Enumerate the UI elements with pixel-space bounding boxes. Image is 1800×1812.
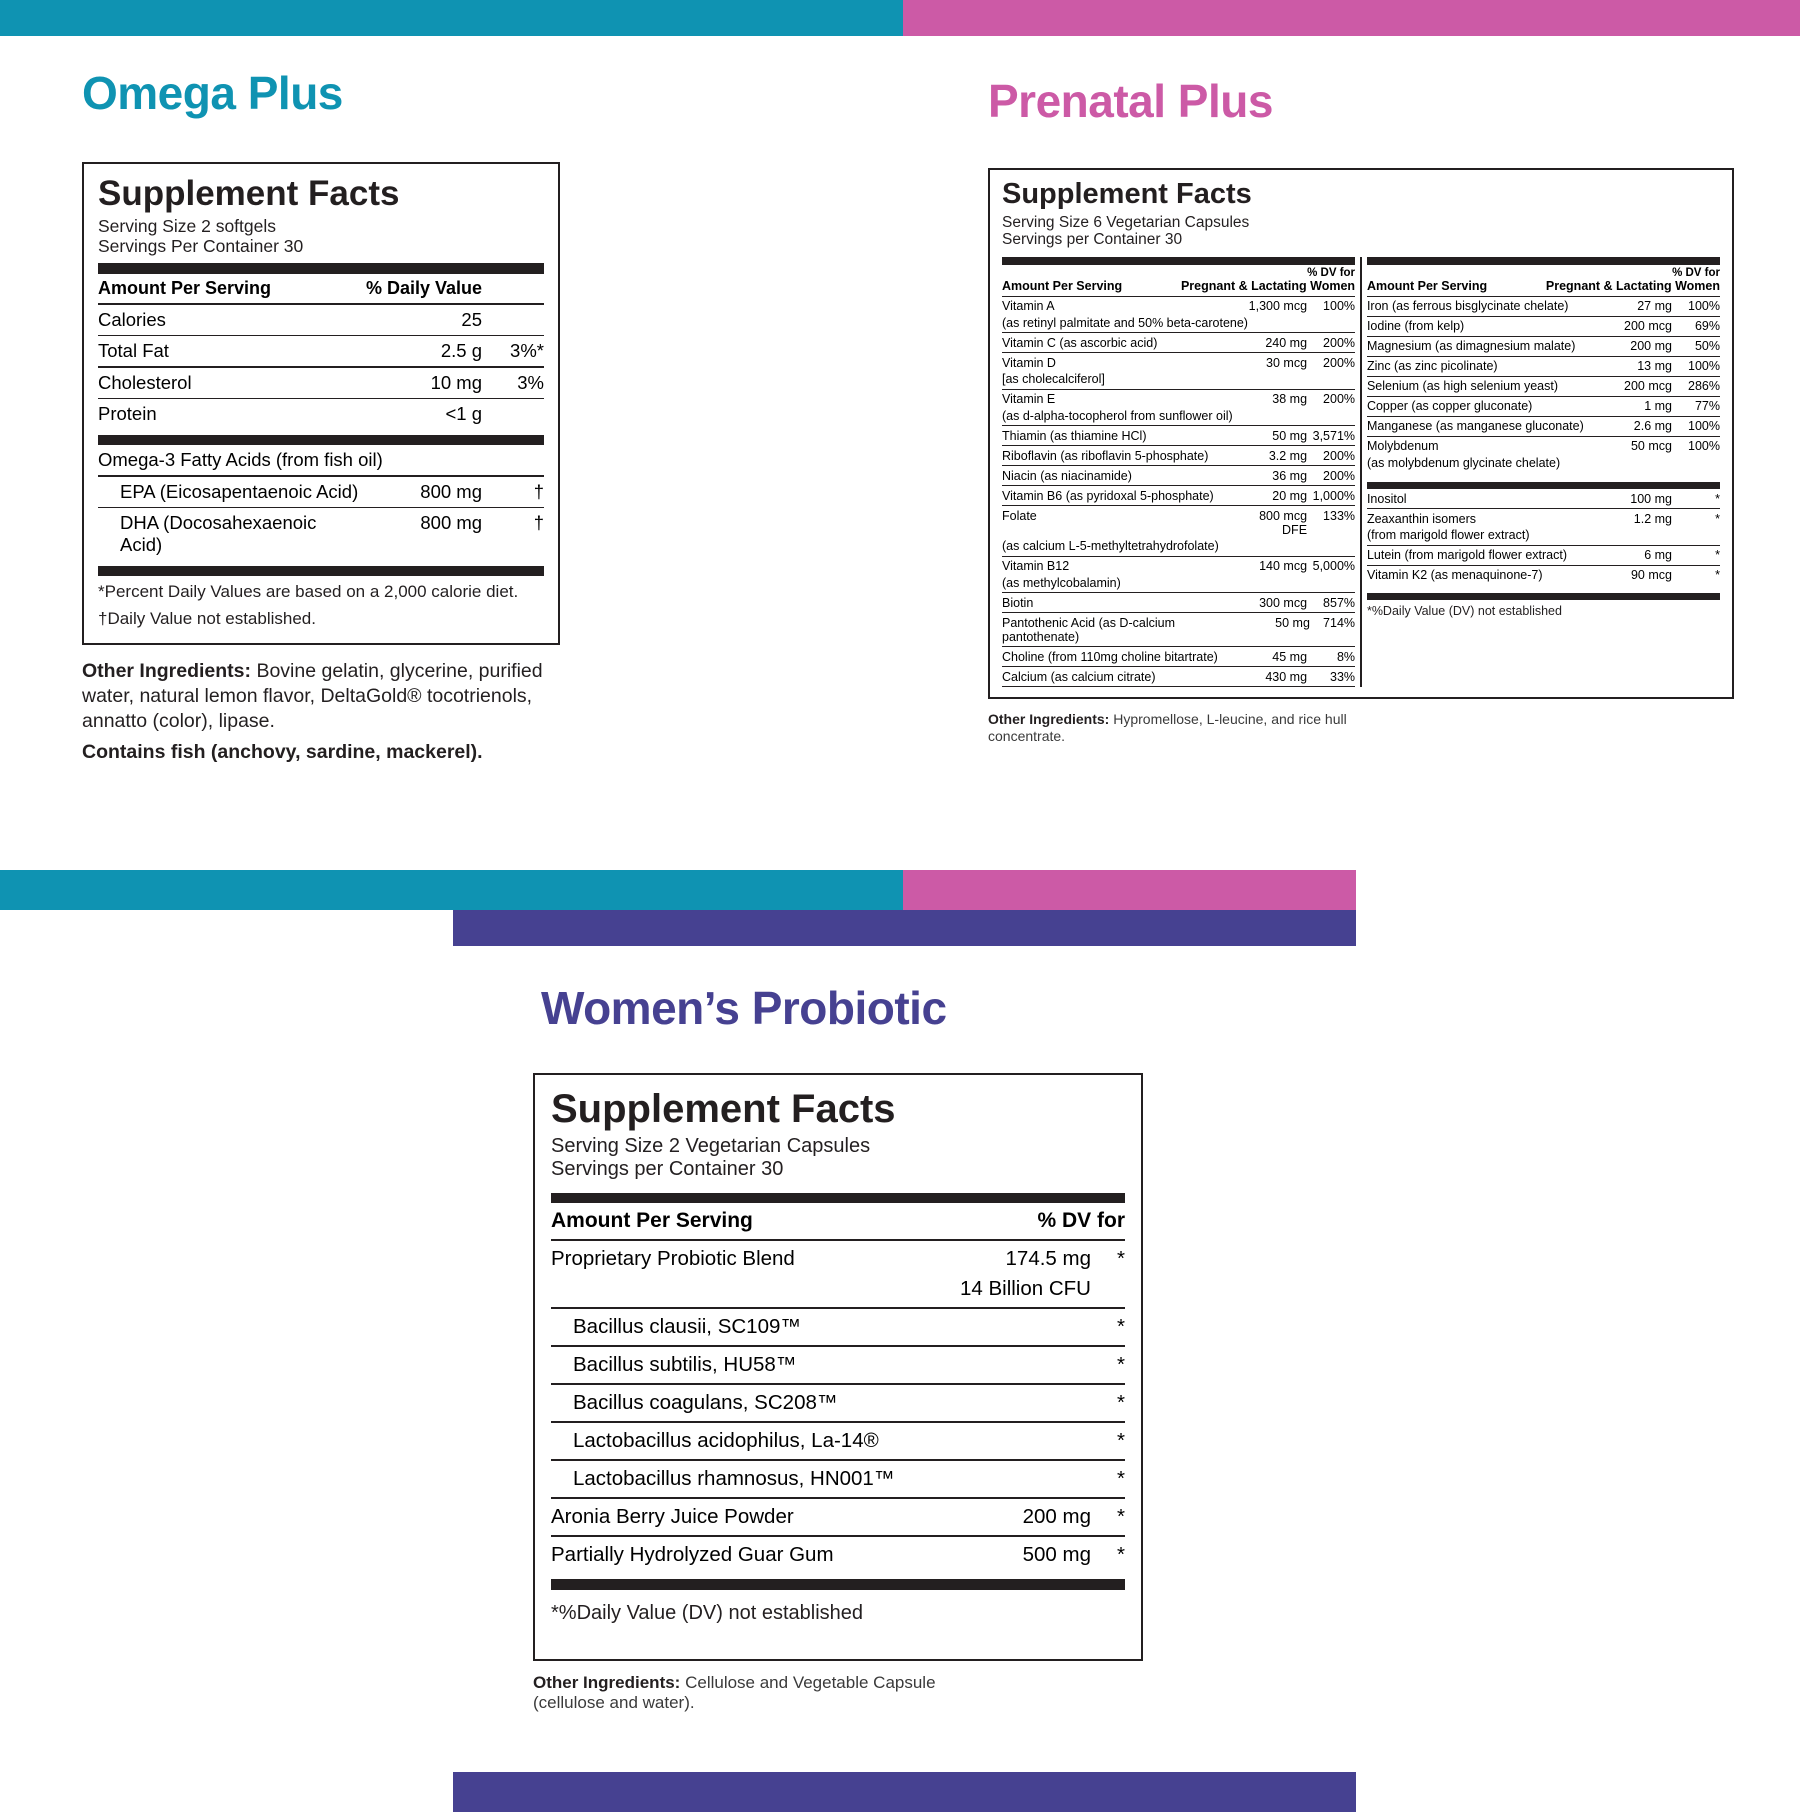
table-header-row: [1002, 279, 1355, 296]
nutrient-name: Vitamin A: [1002, 299, 1055, 314]
nutrient-dv: 50%: [1694, 339, 1720, 354]
ingredient-amount: 174.5 mg: [1005, 1246, 1091, 1270]
nutrient-source: (as molybdenum glycinate chelate): [1366, 455, 1561, 470]
blend-cfu-count: 14 Billion CFU: [959, 1276, 1091, 1300]
nutrient-amount: 10 mg: [430, 371, 482, 393]
ingredient-dv: *: [1117, 1246, 1125, 1270]
column-header-dv-for: % DV for: [1307, 266, 1356, 279]
table-row: [1002, 506, 1355, 539]
nutrient-dv: 69%: [1694, 319, 1720, 334]
nutrient-name: Iron (as ferrous bisglycinate chelate): [1366, 299, 1569, 314]
nutrient-amount: 45 mg: [1272, 649, 1308, 664]
table-row: [1367, 417, 1720, 436]
column-header-dv-for: % DV for: [1037, 1208, 1125, 1232]
column-header-population: Pregnant & Lactating Women: [1545, 278, 1720, 293]
nutrient-amount: 430 mg: [1265, 669, 1308, 684]
nutrient-name: Riboflavin (as riboflavin 5-phosphate): [1002, 448, 1209, 463]
nutrient-dv: 100%: [1688, 359, 1720, 374]
nutrient-name: Inositol: [1366, 491, 1407, 506]
column-header-population: Pregnant & Lactating Women: [1180, 278, 1356, 293]
nutrient-amount: <1 g: [445, 403, 482, 425]
nutrient-name: DHA (Docosahexaenoic Acid): [120, 512, 317, 556]
nutrient-amount: 2.5 g: [440, 340, 482, 362]
strain-name: Bacillus coagulans, SC208™: [573, 1390, 838, 1414]
other-ingredients-text: Cellulose and Vegetable Capsule (cellulose and water).: [533, 1672, 936, 1712]
nutrient-name: Vitamin D: [1002, 355, 1056, 370]
nutrient-dv: 200%: [1323, 392, 1356, 407]
product-title-omega-plus: Omega Plus: [82, 67, 343, 119]
column-header-amount: Amount Per Serving: [551, 1208, 753, 1232]
nutrient-amount: 800 mg: [420, 480, 482, 502]
column-header-amount: Amount Per Serving: [1366, 278, 1488, 293]
nutrient-amount: 3.2 mg: [1268, 448, 1308, 463]
table-row-blend: [551, 1241, 1125, 1277]
table-row: [1367, 357, 1720, 376]
table-row: [1002, 297, 1355, 316]
nutrient-dv: 714%: [1323, 615, 1356, 630]
nutrient-name: Calcium (as calcium citrate): [1002, 669, 1156, 684]
ingredient-dv: *: [1117, 1542, 1125, 1566]
other-ingredients-label: Other Ingredients:: [533, 1672, 681, 1692]
strain-name: Lactobacillus acidophilus, La-14®: [573, 1428, 879, 1452]
table-row: [1367, 437, 1720, 456]
nutrient-amount: 20 mg: [1272, 488, 1308, 503]
nutrient-amount: 240 mg: [1265, 335, 1308, 350]
nutrient-name: Biotin: [1002, 595, 1034, 610]
nutrient-name: Manganese (as manganese gluconate): [1366, 419, 1584, 434]
nutrient-amount: 2.6 mg: [1633, 419, 1672, 434]
table-row: [1002, 593, 1355, 612]
servings-per-container: Servings Per Container 30: [98, 235, 304, 256]
serving-size: Serving Size 6 Vegetarian Capsules: [1002, 214, 1250, 231]
nutrient-name: Vitamin K2 (as menaquinone-7): [1366, 568, 1543, 583]
ingredient-dv: *: [1117, 1504, 1125, 1528]
nutrient-amount: 800 mg: [420, 512, 483, 534]
table-row: [98, 508, 544, 560]
panel-heading: Supplement Facts: [551, 1087, 896, 1131]
footnote-dv-not-established: †Daily Value not established.: [98, 608, 316, 628]
table-row: [1002, 613, 1355, 646]
table-row: [1002, 557, 1355, 576]
strain-dv: *: [1117, 1352, 1125, 1376]
nutrient-name: Calories: [98, 308, 166, 330]
table-row-strain: [551, 1309, 1125, 1345]
divider-thick: [1367, 257, 1720, 265]
nutrient-dv: 77%: [1694, 399, 1720, 414]
footnote-dv-not-established: *%Daily Value (DV) not established: [1366, 603, 1562, 618]
table-row: [1002, 466, 1355, 485]
nutrient-dv: 1,000%: [1312, 488, 1356, 503]
ingredient-name: Aronia Berry Juice Powder: [551, 1504, 794, 1528]
nutrient-dv: *: [1715, 511, 1720, 526]
table-row: [1002, 353, 1355, 372]
table-row: [1002, 426, 1355, 445]
decorative-bar-pink-top: [903, 0, 1800, 36]
nutrient-name: Cholesterol: [98, 371, 192, 393]
nutrient-source: [as cholecalciferol]: [1002, 372, 1105, 387]
panel-heading: Supplement Facts: [1002, 178, 1252, 210]
other-ingredients-probiotic: [533, 1673, 953, 1714]
nutrient-amount: 100 mg: [1630, 491, 1672, 506]
nutrient-dv: 3,571%: [1312, 428, 1356, 443]
nutrient-dv: 286%: [1688, 379, 1720, 394]
divider-thick: [551, 1579, 1125, 1590]
table-row: [98, 399, 544, 429]
nutrient-amount: 1.2 mg: [1633, 511, 1672, 526]
table-row-strain: [551, 1347, 1125, 1383]
decorative-bar-teal-middle: [0, 870, 903, 910]
nutrient-amount: 36 mg: [1272, 468, 1308, 483]
nutrient-amount: 50 mcg: [1630, 439, 1672, 454]
table-row: [1367, 509, 1720, 528]
nutrient-dv: 200%: [1323, 468, 1356, 483]
table-row: [1367, 377, 1720, 396]
allergen-statement: Contains fish (anchovy, sardine, mackerel).: [82, 740, 483, 763]
nutrient-dv: 200%: [1323, 335, 1356, 350]
nutrient-name: Vitamin B6 (as pyridoxal 5-phosphate): [1002, 488, 1214, 503]
nutrient-amount: 800 mcg DFE: [1259, 508, 1308, 537]
strain-dv: *: [1117, 1466, 1125, 1490]
nutrient-amount: 30 mcg: [1266, 355, 1308, 370]
divider-thick: [1367, 593, 1720, 600]
other-ingredients-label: Other Ingredients:: [82, 659, 252, 682]
ingredient-name: Partially Hydrolyzed Guar Gum: [551, 1542, 834, 1566]
nutrient-name: Pantothenic Acid (as D-calcium pantothenate): [1002, 615, 1175, 644]
table-row: [1002, 390, 1355, 409]
nutrient-column-right: [1367, 257, 1720, 688]
table-header-row: [98, 274, 544, 303]
table-row: [551, 1537, 1125, 1573]
strain-dv: *: [1117, 1428, 1125, 1452]
nutrient-column-left: [1002, 257, 1355, 688]
table-row: [1367, 546, 1720, 565]
decorative-bar-pink-middle: [903, 870, 1356, 910]
nutrient-amount: 200 mg: [1630, 339, 1672, 354]
table-row: [98, 305, 544, 335]
nutrient-dv: 100%: [1688, 419, 1720, 434]
decorative-bar-purple-bottom: [453, 1772, 1356, 1812]
table-header-row: [1367, 279, 1720, 296]
nutrient-amount: 25: [461, 308, 482, 330]
ingredient-name: Proprietary Probiotic Blend: [551, 1246, 795, 1270]
serving-size: Serving Size 2 softgels: [98, 216, 277, 236]
product-title-prenatal-plus: Prenatal Plus: [988, 75, 1273, 127]
strain-name: Bacillus subtilis, HU58™: [573, 1352, 797, 1376]
product-title-womens-probiotic: Women’s Probiotic: [541, 982, 947, 1034]
nutrient-amount: 50 mg: [1272, 428, 1308, 443]
nutrient-name: Folate: [1002, 508, 1037, 523]
nutrient-source: (as d-alpha-tocopherol from sunflower oil): [1002, 408, 1233, 423]
other-ingredients-prenatal: [988, 711, 1418, 745]
nutrient-dv: 100%: [1688, 299, 1720, 314]
product-panel-prenatal-plus: [988, 75, 1758, 745]
supplement-facts-panel-omega: [82, 162, 560, 645]
nutrient-name: EPA (Eicosapentaenoic Acid): [120, 480, 359, 502]
panel-heading: Supplement Facts: [98, 174, 400, 213]
nutrient-group-label: Omega-3 Fatty Acids (from fish oil): [98, 449, 383, 471]
table-row: [98, 368, 544, 398]
nutrient-amount: 27 mg: [1637, 299, 1672, 314]
column-divider: [1360, 257, 1362, 688]
divider-thick: [98, 263, 544, 274]
nutrient-name: Selenium (as high selenium yeast): [1366, 379, 1559, 394]
nutrient-dv: 8%: [1336, 649, 1356, 664]
nutrient-group-label-row: [98, 445, 544, 475]
nutrient-name: Protein: [98, 403, 157, 425]
column-header-amount: Amount Per Serving: [98, 278, 272, 299]
table-row-strain: [551, 1385, 1125, 1421]
nutrient-dv: 200%: [1323, 355, 1356, 370]
servings-per-container: Servings per Container 30: [1002, 231, 1183, 249]
decorative-bar-purple-middle: [453, 910, 1356, 946]
nutrient-dv: 33%: [1330, 669, 1356, 684]
strain-dv: *: [1117, 1390, 1125, 1414]
nutrient-name: Copper (as copper gluconate): [1366, 399, 1533, 414]
divider-thick: [551, 1193, 1125, 1203]
strain-name: Bacillus clausii, SC109™: [573, 1314, 801, 1338]
footnote-percent-dv: *Percent Daily Values are based on a 2,000 calorie diet.: [98, 582, 519, 602]
product-panel-womens-probiotic: [533, 982, 1273, 1713]
serving-size: Serving Size 2 Vegetarian Capsules: [551, 1135, 871, 1157]
nutrient-name: Iodine (from kelp): [1366, 319, 1465, 334]
table-row: [1367, 397, 1720, 416]
table-row: [1002, 667, 1355, 686]
nutrient-amount: 38 mg: [1272, 392, 1308, 407]
nutrient-amount: 200 mcg: [1624, 379, 1672, 394]
nutrient-amount: 200 mcg: [1624, 319, 1672, 334]
nutrient-amount: 140 mcg: [1259, 559, 1308, 574]
nutrient-source: (as methylcobalamin): [1002, 575, 1121, 590]
nutrient-amount: 13 mg: [1637, 359, 1672, 374]
nutrient-amount: 1,300 mcg: [1248, 299, 1308, 314]
nutrient-amount: 90 mcg: [1630, 568, 1672, 583]
decorative-bar-teal-top: [0, 0, 903, 36]
nutrient-name: Magnesium (as dimagnesium malate): [1366, 339, 1576, 354]
nutrient-name: Vitamin B12: [1002, 559, 1070, 574]
table-row: [1367, 489, 1720, 508]
divider: [1002, 686, 1355, 687]
supplement-facts-panel-probiotic: [533, 1073, 1143, 1661]
table-row: [1002, 647, 1355, 666]
nutrient-name: Thiamin (as thiamine HCl): [1002, 428, 1147, 443]
nutrient-name: Zeaxanthin isomers: [1366, 511, 1477, 526]
nutrient-dv: *: [1715, 548, 1720, 563]
nutrient-source: (as retinyl palmitate and 50% beta-carotene): [1002, 315, 1248, 330]
nutrient-amount: 1 mg: [1644, 399, 1672, 414]
table-row: [98, 336, 544, 366]
nutrient-dv: 100%: [1323, 299, 1356, 314]
table-row: [1367, 566, 1720, 585]
nutrient-amount: 50 mg: [1275, 615, 1310, 630]
footnote-dv-not-established: *%Daily Value (DV) not established: [551, 1601, 864, 1624]
divider-thick: [1367, 482, 1720, 489]
nutrient-dv: †: [533, 512, 545, 534]
nutrient-name: Zinc (as zinc picolinate): [1366, 359, 1498, 374]
ingredient-amount: 500 mg: [1022, 1542, 1091, 1566]
divider-thick: [98, 435, 544, 445]
table-header-row: [551, 1203, 1125, 1239]
strain-dv: *: [1117, 1314, 1125, 1338]
table-row: [1002, 486, 1355, 505]
nutrient-name: Lutein (from marigold flower extract): [1366, 548, 1568, 563]
table-row: [98, 477, 544, 507]
divider-thick: [1002, 257, 1355, 265]
nutrient-name: Choline (from 110mg choline bitartrate): [1002, 649, 1218, 664]
table-row: [1002, 446, 1355, 465]
column-header-dv-for: % DV for: [1672, 266, 1720, 279]
column-header-amount: Amount Per Serving: [1002, 278, 1123, 293]
servings-per-container: Servings per Container 30: [551, 1157, 784, 1180]
nutrient-dv: 3%*: [510, 340, 544, 362]
nutrient-dv: 200%: [1323, 448, 1356, 463]
nutrient-dv: 5,000%: [1312, 559, 1356, 574]
other-ingredients-omega: [82, 659, 552, 765]
nutrient-dv: 133%: [1323, 508, 1356, 523]
column-header-dv: % Daily Value: [365, 278, 482, 299]
table-row: [1367, 337, 1720, 356]
strain-name: Lactobacillus rhamnosus, HN001™: [573, 1466, 895, 1490]
divider-thick: [98, 566, 544, 576]
table-row-strain: [551, 1423, 1125, 1459]
other-ingredients-text: Hypromellose, L-leucine, and rice hull concentrate.: [988, 711, 1347, 745]
nutrient-source: (as calcium L-5-methyltetrahydrofolate): [1002, 539, 1219, 554]
ingredient-amount: 200 mg: [1022, 1504, 1091, 1528]
product-panel-omega-plus: [82, 67, 602, 765]
nutrient-dv: 100%: [1688, 439, 1720, 454]
table-row: [551, 1499, 1125, 1535]
nutrient-dv: *: [1715, 568, 1720, 583]
other-ingredients-label: Other Ingredients:: [988, 711, 1110, 728]
nutrient-name: Vitamin E: [1002, 392, 1056, 407]
table-row: [1367, 317, 1720, 336]
table-row: [1367, 297, 1720, 316]
nutrient-amount: 6 mg: [1644, 548, 1672, 563]
nutrient-name: Total Fat: [98, 340, 169, 362]
nutrient-dv: *: [1715, 491, 1720, 506]
nutrient-dv: 857%: [1323, 595, 1356, 610]
nutrient-name: Vitamin C (as ascorbic acid): [1002, 335, 1158, 350]
table-row: [1002, 333, 1355, 352]
nutrient-source: (from marigold flower extract): [1366, 528, 1530, 543]
other-ingredients-text: Bovine gelatin, glycerine, purified water, natural lemon flavor, DeltaGold® tocotrienols, annatto (color), lipase.: [82, 659, 543, 732]
nutrient-name: Niacin (as niacinamide): [1002, 468, 1132, 483]
supplement-facts-panel-prenatal: [988, 168, 1734, 699]
nutrient-dv: 3%: [517, 371, 544, 393]
nutrient-dv: †: [533, 480, 544, 502]
table-row-strain: [551, 1461, 1125, 1497]
nutrient-name: Molybdenum: [1366, 439, 1439, 454]
nutrient-amount: 300 mcg: [1259, 595, 1308, 610]
